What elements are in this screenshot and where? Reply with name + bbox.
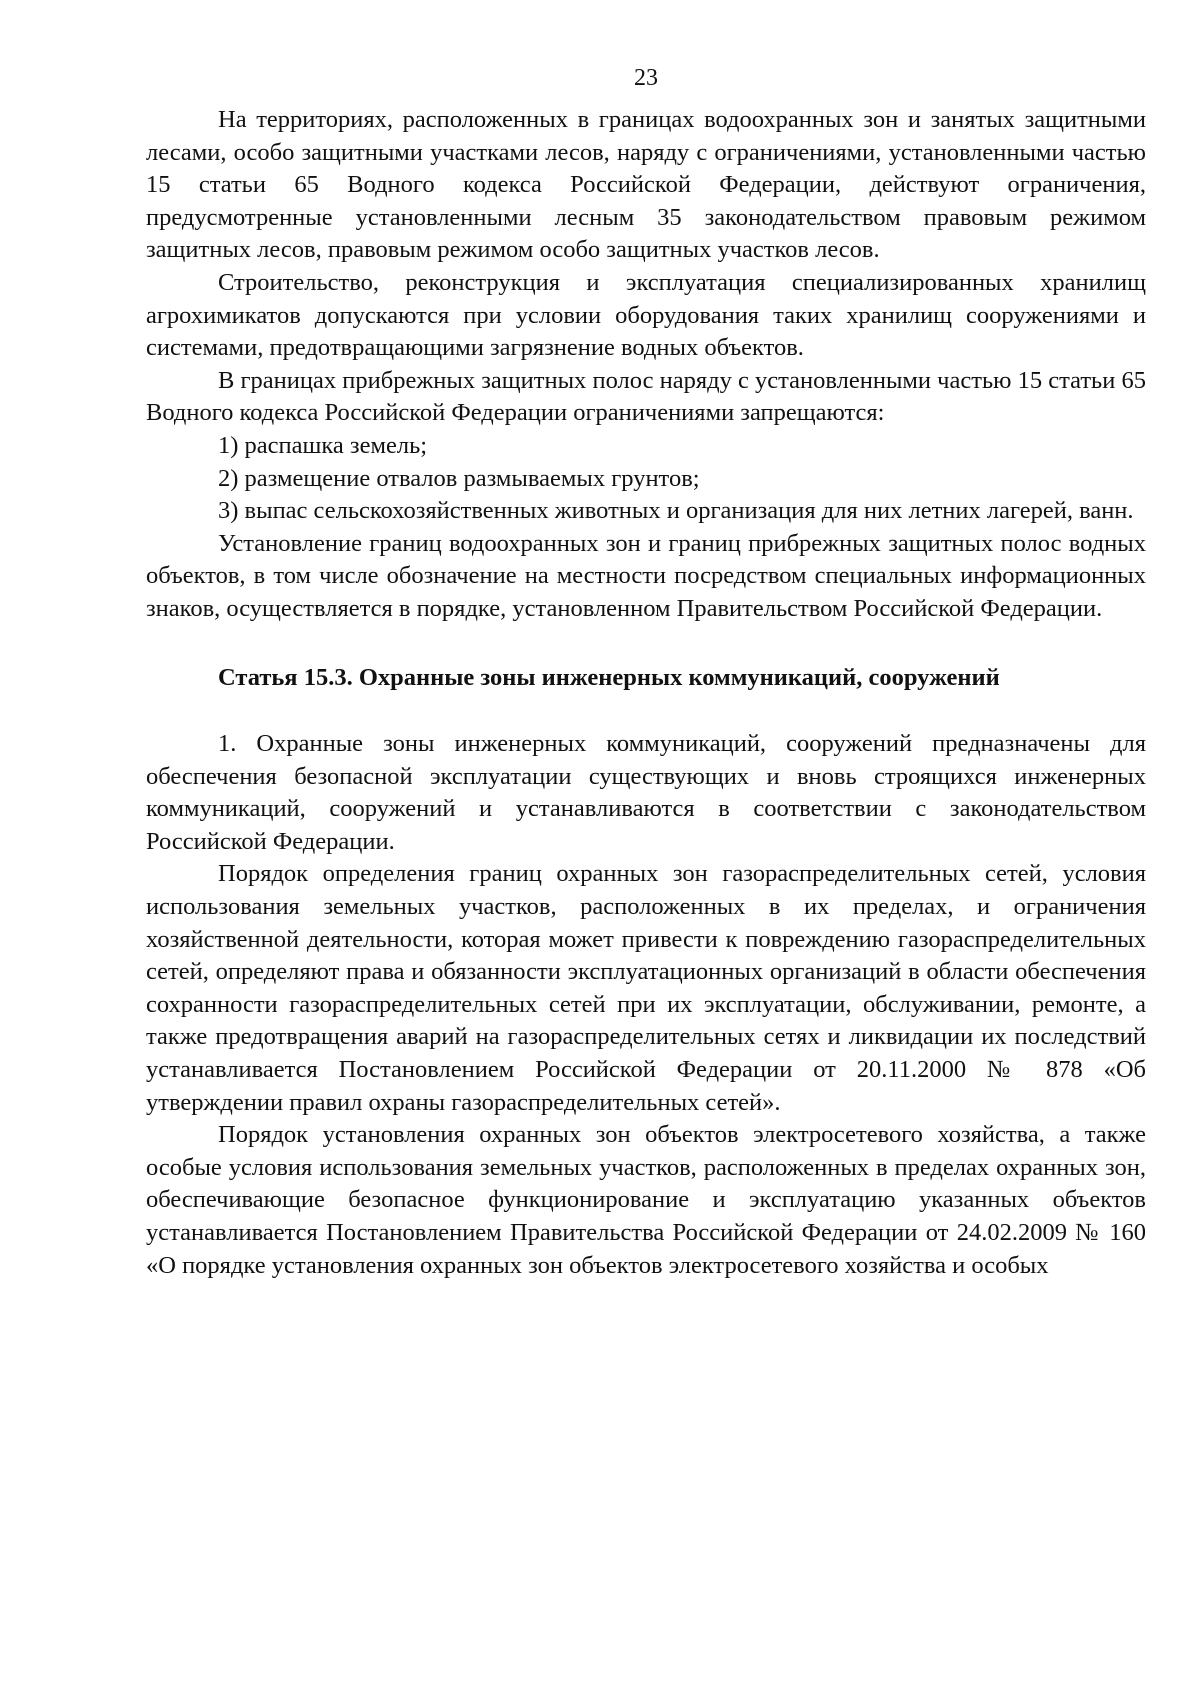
document-page — [146, 60, 1146, 1282]
list-item-dumps: 2) размещение отвалов размываемых грунтов; — [218, 464, 700, 492]
paragraph-protection-zones-purpose: 1. Охранные зоны инженерных коммуникаций, сооружений предназначены для обеспечения безопасной эксплуатации существующих и вновь строящихся инженерных коммуникаций, сооружений и устанавливаются в соответствии с законодательством Российской Федерации. — [146, 730, 1146, 855]
paragraph-electric-grid: Порядок установления охранных зон объектов электросетевого хозяйства, а также особые условия использования земельных участков, расположенных в пределах охранных зон, обеспечивающие безопасное функционирование и эксплуатацию указанных объектов устанавливается Постановлением Правительства Российской Федерации от 24.02.2009 № 160 «О порядке установления охранных зон объектов электросетевого хозяйства и особых — [146, 1121, 1146, 1279]
page-number: 23 — [634, 65, 658, 91]
paragraph-zone-boundaries: Установление границ водоохранных зон и границ прибрежных защитных полос водных объектов, в том числе обозначение на местности посредством специальных информационных знаков, осуществляется в порядке, установленном Правительством Российской Федерации. — [146, 529, 1146, 622]
paragraph-protective-forests: На территориях, расположенных в границах водоохранных зон и занятых защитными лесами, особо защитными участками лесов, наряду с ограничениями, установленными частью 15 статьи 65 Водного кодекса Российской Федерации, действуют ограничения, предусмотренные установленными лесным 35 законодательством правовым режимом защитных лесов, правовым режимом особо защитных участков лесов. — [146, 106, 1146, 264]
paragraph-gas-networks: Порядок определения границ охранных зон газораспределительных сетей, условия использования земельных участков, расположенных в их пределах, и ограничения хозяйственной деятельности, которая может привести к повреждению газораспределительных сетей, определяют права и обязанности эксплуатационных организаций в области обеспечения сохранности газораспределительных сетей при их эксплуатации, обслуживании, ремонте, а также предотвращения аварий на газораспределительных сетях и ликвидации их последствий устанавливается Постановлением Российской Федерации от 20.11.2000 № 878 «Об утверждении правил охраны газораспределительных сетей». — [146, 860, 1146, 1116]
article-heading: Статья 15.3. Охранные зоны инженерных коммуникаций, сооружений — [218, 663, 1000, 691]
paragraph-coastal-strip-restrictions: В границах прибрежных защитных полос наряду с установленными частью 15 статьи 65 Водного кодекса Российской Федерации ограничениями запрещаются: — [146, 366, 1146, 427]
list-item-grazing: 3) выпас сельскохозяйственных животных и организация для них летних лагерей, ванн. — [218, 497, 1134, 525]
list-item-plowing: 1) распашка земель; — [218, 431, 428, 459]
paragraph-agrochemical-storage: Строительство, реконструкция и эксплуатация специализированных хранилищ агрохимикатов допускаются при условии оборудования таких хранилищ сооружениями и системами, предотвращающими загрязнение водных объектов. — [146, 268, 1146, 362]
